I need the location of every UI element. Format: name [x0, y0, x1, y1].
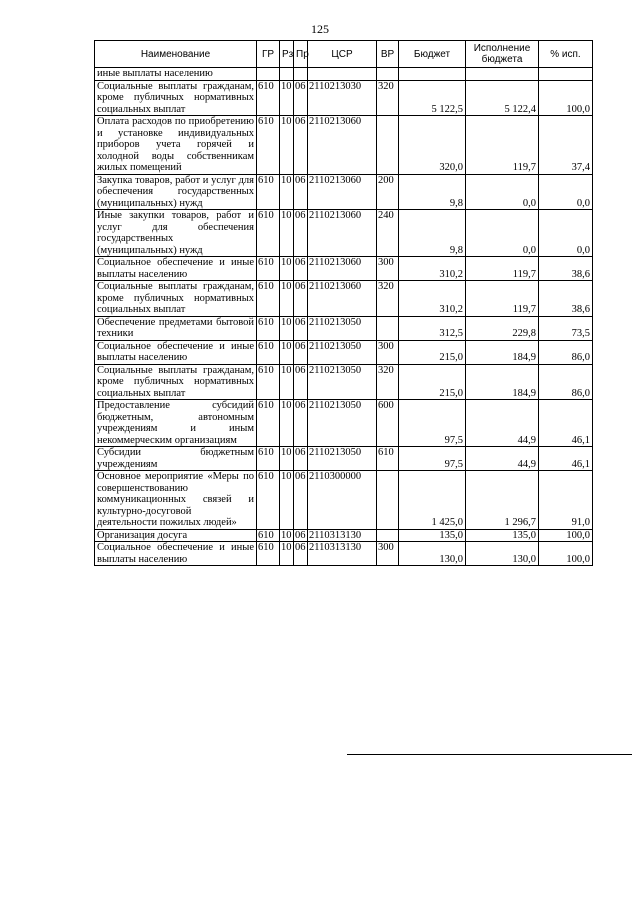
cell-percent: 37,4: [539, 116, 593, 175]
cell-percent: 38,6: [539, 281, 593, 317]
table-header: [95, 41, 593, 68]
cell-vr: [377, 529, 399, 542]
cell-csr: [308, 68, 377, 81]
cell-percent: [539, 68, 593, 81]
cell-name: иные выплаты населению: [95, 68, 257, 81]
cell-vr: 320: [377, 281, 399, 317]
header-percent: % исп.: [539, 41, 593, 68]
cell-name: Социальное обеспечение и иные выплаты населению: [95, 257, 257, 281]
cell-execution: 1 296,7: [466, 471, 539, 530]
cell-pr: 06: [294, 471, 308, 530]
cell-percent: 0,0: [539, 210, 593, 257]
cell-csr: 2110213050: [308, 316, 377, 340]
cell-vr: 240: [377, 210, 399, 257]
cell-name: Социальное обеспечение и иные выплаты населению: [95, 340, 257, 364]
cell-rz: 10: [280, 340, 294, 364]
cell-execution: 229,8: [466, 316, 539, 340]
cell-vr: 300: [377, 340, 399, 364]
cell-name: Закупка товаров, работ и услуг для обеспечения государственных (муниципальных) нужд: [95, 174, 257, 210]
cell-budget: 97,5: [399, 400, 466, 447]
cell-name: Социальные выплаты гражданам, кроме публичных нормативных социальных выплат: [95, 281, 257, 317]
cell-csr: 2110300000: [308, 471, 377, 530]
cell-percent: 100,0: [539, 80, 593, 116]
cell-name: Обеспечение предметами бытовой техники: [95, 316, 257, 340]
cell-percent: 100,0: [539, 529, 593, 542]
header-row: [95, 41, 593, 68]
table-row: [95, 316, 593, 340]
cell-rz: 10: [280, 80, 294, 116]
cell-execution: 5 122,4: [466, 80, 539, 116]
cell-gr: 610: [257, 400, 280, 447]
cell-gr: 610: [257, 340, 280, 364]
cell-budget: 310,2: [399, 281, 466, 317]
cell-gr: 610: [257, 316, 280, 340]
cell-csr: 2110213060: [308, 210, 377, 257]
table-row: [95, 116, 593, 175]
cell-rz: 10: [280, 316, 294, 340]
cell-percent: 46,1: [539, 447, 593, 471]
table-row: [95, 281, 593, 317]
table-row: [95, 447, 593, 471]
cell-rz: 10: [280, 542, 294, 566]
cell-csr: 2110213060: [308, 281, 377, 317]
cell-rz: 10: [280, 471, 294, 530]
cell-pr: 06: [294, 281, 308, 317]
table-row: [95, 80, 593, 116]
cell-budget: [399, 68, 466, 81]
cell-vr: 200: [377, 174, 399, 210]
cell-rz: 10: [280, 116, 294, 175]
cell-rz: [280, 68, 294, 81]
cell-rz: 10: [280, 210, 294, 257]
table-row: [95, 257, 593, 281]
cell-csr: 2110213050: [308, 340, 377, 364]
cell-pr: 06: [294, 340, 308, 364]
table-row: [95, 210, 593, 257]
cell-pr: 06: [294, 316, 308, 340]
cell-rz: 10: [280, 257, 294, 281]
cell-csr: 2110213050: [308, 364, 377, 400]
cell-execution: 44,9: [466, 400, 539, 447]
cell-gr: 610: [257, 80, 280, 116]
cell-csr: 2110213030: [308, 80, 377, 116]
cell-percent: 46,1: [539, 400, 593, 447]
cell-budget: 312,5: [399, 316, 466, 340]
header-budget: Бюджет: [399, 41, 466, 68]
cell-rz: 10: [280, 447, 294, 471]
cell-gr: 610: [257, 210, 280, 257]
cell-budget: 1 425,0: [399, 471, 466, 530]
cell-execution: 0,0: [466, 174, 539, 210]
cell-csr: 2110313130: [308, 529, 377, 542]
cell-budget: 215,0: [399, 340, 466, 364]
cell-execution: 130,0: [466, 542, 539, 566]
cell-gr: 610: [257, 257, 280, 281]
cell-gr: 610: [257, 447, 280, 471]
cell-percent: 38,6: [539, 257, 593, 281]
cell-execution: 44,9: [466, 447, 539, 471]
cell-rz: 10: [280, 174, 294, 210]
cell-budget: 215,0: [399, 364, 466, 400]
header-execution: Исполнение бюджета: [466, 41, 539, 68]
cell-vr: 300: [377, 257, 399, 281]
cell-csr: 2110213060: [308, 174, 377, 210]
page-number: 125: [311, 22, 329, 36]
cell-rz: 10: [280, 400, 294, 447]
cell-percent: 73,5: [539, 316, 593, 340]
cell-percent: 0,0: [539, 174, 593, 210]
cell-name: Социальное обеспечение и иные выплаты населению: [95, 542, 257, 566]
cell-vr: 320: [377, 364, 399, 400]
table-body: [95, 68, 593, 566]
cell-name: Социальные выплаты гражданам, кроме публичных нормативных социальных выплат: [95, 80, 257, 116]
cell-execution: 0,0: [466, 210, 539, 257]
cell-gr: 610: [257, 529, 280, 542]
table-row: [95, 542, 593, 566]
cell-pr: 06: [294, 116, 308, 175]
cell-execution: 119,7: [466, 257, 539, 281]
cell-csr: 2110213060: [308, 257, 377, 281]
cell-percent: 86,0: [539, 340, 593, 364]
header-vr: ВР: [377, 41, 399, 68]
cell-budget: 9,8: [399, 210, 466, 257]
cell-vr: 600: [377, 400, 399, 447]
cell-pr: 06: [294, 80, 308, 116]
cell-gr: 610: [257, 281, 280, 317]
cell-execution: 119,7: [466, 116, 539, 175]
table-row: [95, 364, 593, 400]
cell-budget: 9,8: [399, 174, 466, 210]
table-row: [95, 471, 593, 530]
table-row: [95, 529, 593, 542]
cell-csr: 2110213050: [308, 400, 377, 447]
cell-execution: 184,9: [466, 364, 539, 400]
cell-pr: [294, 68, 308, 81]
budget-execution-table: [94, 40, 593, 566]
cell-pr: 06: [294, 542, 308, 566]
table-row: [95, 340, 593, 364]
cell-budget: 130,0: [399, 542, 466, 566]
cell-pr: 06: [295, 529, 306, 541]
cell-vr: 320: [377, 80, 399, 116]
cell-percent: 100,0: [539, 542, 593, 566]
cell-gr: 610: [257, 116, 280, 175]
cell-vr: [377, 116, 399, 175]
cell-execution: 135,0: [466, 529, 539, 542]
cell-csr: 2110313130: [308, 542, 377, 566]
cell-execution: [466, 68, 539, 81]
cell-name: Субсидии бюджетным учреждениям: [95, 447, 257, 471]
cell-vr: [377, 68, 399, 81]
table-row: [95, 400, 593, 447]
cell-name: Иные закупки товаров, работ и услуг для обеспечения государственных (муниципальных) нужд: [95, 210, 257, 257]
cell-execution: 119,7: [466, 281, 539, 317]
cell-rz: 10: [281, 529, 292, 541]
header-rz: Рз: [280, 41, 294, 68]
cell-name: Социальные выплаты гражданам, кроме публичных нормативных социальных выплат: [95, 364, 257, 400]
cell-budget: 97,5: [399, 447, 466, 471]
cell-vr: 610: [377, 447, 399, 471]
table-row: [95, 68, 593, 81]
cell-pr: 06: [294, 257, 308, 281]
cell-gr: 610: [257, 174, 280, 210]
cell-gr: 610: [257, 471, 280, 530]
header-gr: ГР: [257, 41, 280, 68]
cell-gr: 610: [257, 542, 280, 566]
header-pr: Пр: [294, 41, 308, 68]
header-csr: ЦСР: [308, 41, 377, 68]
cell-vr: 300: [377, 542, 399, 566]
cell-name: Организация досуга: [95, 529, 257, 542]
cell-rz: 10: [280, 281, 294, 317]
cell-vr: [377, 471, 399, 530]
cell-percent: 86,0: [539, 364, 593, 400]
cell-gr: 610: [257, 364, 280, 400]
cell-pr: 06: [294, 447, 308, 471]
cell-vr: [377, 316, 399, 340]
cell-pr: 06: [294, 400, 308, 447]
cell-budget: 320,0: [399, 116, 466, 175]
cell-name: Оплата расходов по приобретению и установке индивидуальных приборов учета горячей и холодной воды собственникам жилых помещений: [95, 116, 257, 175]
cell-pr: 06: [294, 364, 308, 400]
cell-budget: 5 122,5: [399, 80, 466, 116]
cell-pr: 06: [294, 210, 308, 257]
cell-rz: 10: [280, 364, 294, 400]
cell-execution: 184,9: [466, 340, 539, 364]
cell-percent: 91,0: [539, 471, 593, 530]
cell-name: Предоставление субсидий бюджетным, автономным учреждениям и иным некоммерческим организациям: [95, 400, 257, 447]
cell-budget: 135,0: [399, 529, 466, 542]
table-row: [95, 174, 593, 210]
cell-pr: 06: [294, 174, 308, 210]
footer-divider: [347, 754, 632, 755]
header-name: Наименование: [95, 41, 257, 68]
cell-csr: 2110213050: [308, 447, 377, 471]
cell-budget: 310,2: [399, 257, 466, 281]
cell-name: Основное мероприятие «Меры по совершенствованию коммуникационных связей и культурно-досуговой деятельности пожилых людей»: [95, 471, 257, 530]
cell-gr: [257, 68, 280, 81]
cell-csr: 2110213060: [308, 116, 377, 175]
